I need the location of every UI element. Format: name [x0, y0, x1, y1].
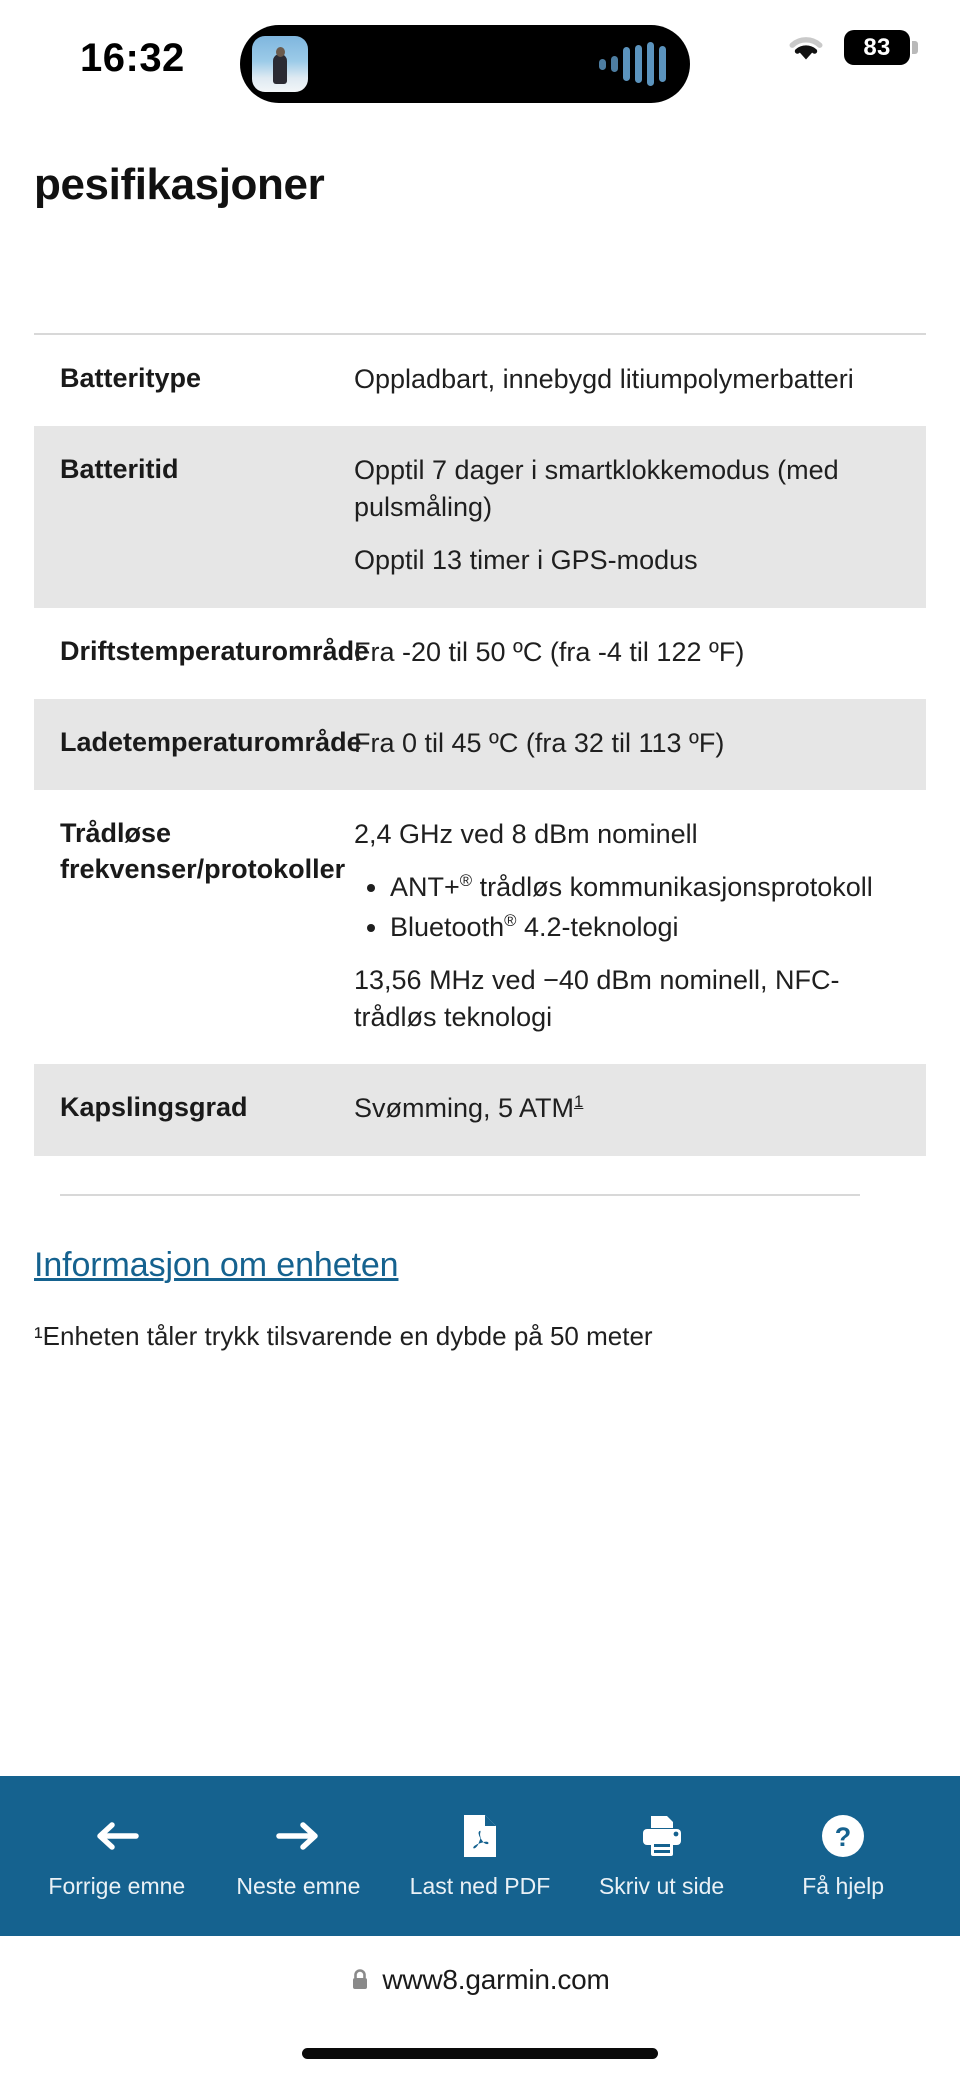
bullet-prefix: Bluetooth — [390, 911, 505, 942]
spec-key: Driftstemperaturområde — [60, 635, 370, 666]
url-display[interactable] — [350, 1964, 609, 1996]
status-bar — [0, 0, 960, 122]
spec-key: Kapslingsgrad — [60, 1092, 248, 1123]
registered-mark: ® — [504, 910, 517, 930]
page-toolbar — [0, 1776, 960, 1936]
spec-paragraph — [354, 1090, 904, 1127]
dynamic-island[interactable] — [240, 25, 690, 103]
lock-icon — [350, 1968, 370, 1992]
spec-paragraph: Oppladbart, innebygd litiumpolymerbatteri — [354, 363, 854, 394]
spec-key: Trådløse frekvenser/protokoller — [60, 818, 346, 884]
status-time: 16:32 — [80, 36, 185, 80]
footnote-link[interactable]: 1 — [574, 1092, 584, 1112]
spec-value — [354, 790, 926, 1064]
table-row — [34, 335, 926, 426]
battery-percent-label: 83 — [863, 33, 891, 61]
footnote-text-clipped: ¹Enheten tåler trykk tilsvarende en dybde på 50 meter — [34, 1320, 653, 1351]
bullet-prefix: ANT+ — [390, 872, 460, 903]
arrow-left-icon — [94, 1813, 140, 1859]
spec-value — [354, 426, 926, 608]
spec-paragraph: Fra -20 til 50 ºC (fra -4 til 122 ºF) — [354, 636, 745, 667]
section-link-device-info[interactable]: Informasjon om enheten — [34, 1245, 399, 1284]
wifi-icon — [786, 33, 826, 63]
spec-value — [354, 699, 926, 790]
get-help-label: Få hjelp — [802, 1872, 885, 1899]
spec-value — [354, 608, 926, 699]
spec-paragraph: 2,4 GHz ved 8 dBm nominell — [354, 819, 698, 850]
album-art-thumbnail[interactable] — [252, 36, 308, 92]
bullet-suffix: trådløs kommunikasjonsprotokoll — [472, 872, 873, 903]
url-text: www8.garmin.com — [382, 1964, 610, 1995]
battery-cap — [912, 41, 918, 54]
printer-icon — [639, 1813, 685, 1859]
spec-key: Batteritid — [60, 453, 179, 484]
spec-paragraph: Opptil 13 timer i GPS-modus — [354, 545, 698, 576]
spec-value — [354, 1064, 926, 1155]
print-page-label: Skriv ut side — [598, 1872, 725, 1899]
audio-waveform-icon — [599, 42, 666, 86]
download-pdf-button[interactable] — [389, 1813, 571, 1900]
spec-key: Ladetemperaturområde — [60, 726, 362, 757]
previous-topic-label: Forrige emne — [48, 1872, 186, 1899]
next-topic-label: Neste emne — [236, 1872, 361, 1899]
table-row — [34, 790, 926, 1064]
table-row — [34, 426, 926, 608]
battery-indicator — [844, 30, 918, 65]
table-row — [34, 608, 926, 699]
table-row — [34, 1064, 926, 1155]
specifications-table-body — [34, 335, 926, 1156]
browser-bottom-bar — [0, 1936, 960, 2081]
next-topic-button[interactable] — [208, 1813, 390, 1900]
help-circle-icon — [820, 1813, 866, 1859]
list-item — [390, 869, 904, 906]
spec-paragraph: Fra 0 til 45 ºC (fra 32 til 113 ºF) — [354, 727, 725, 758]
spec-key: Batteritype — [60, 362, 202, 393]
table-row — [34, 699, 926, 790]
get-help-button[interactable] — [752, 1813, 934, 1900]
spec-bullet-list — [354, 869, 904, 946]
spec-paragraph: Opptil 7 dager i smartklokkemodus (med pulsmåling) — [354, 454, 839, 523]
pdf-file-icon — [460, 1813, 500, 1859]
spec-value — [354, 335, 926, 426]
download-pdf-label: Last ned PDF — [409, 1872, 551, 1899]
spec-paragraph: 13,56 MHz ved −40 dBm nominell, NFC-trådløs teknologi — [354, 964, 840, 1033]
spec-value-text: Svømming, 5 ATM — [354, 1093, 575, 1124]
specifications-table — [34, 335, 926, 1156]
home-indicator[interactable] — [302, 2048, 658, 2059]
previous-topic-button[interactable] — [26, 1813, 208, 1900]
page-title: pesifikasjoner — [34, 160, 325, 209]
status-indicators — [786, 30, 918, 65]
svg-text:?: ? — [834, 1821, 852, 1852]
arrow-right-icon — [275, 1813, 321, 1859]
list-item — [390, 909, 904, 946]
battery-body — [844, 30, 910, 65]
bullet-suffix: 4.2-teknologi — [516, 911, 679, 942]
registered-mark: ® — [459, 871, 473, 891]
divider-bottom — [60, 1194, 860, 1196]
page-content — [0, 122, 960, 1782]
print-page-button[interactable] — [571, 1813, 753, 1900]
